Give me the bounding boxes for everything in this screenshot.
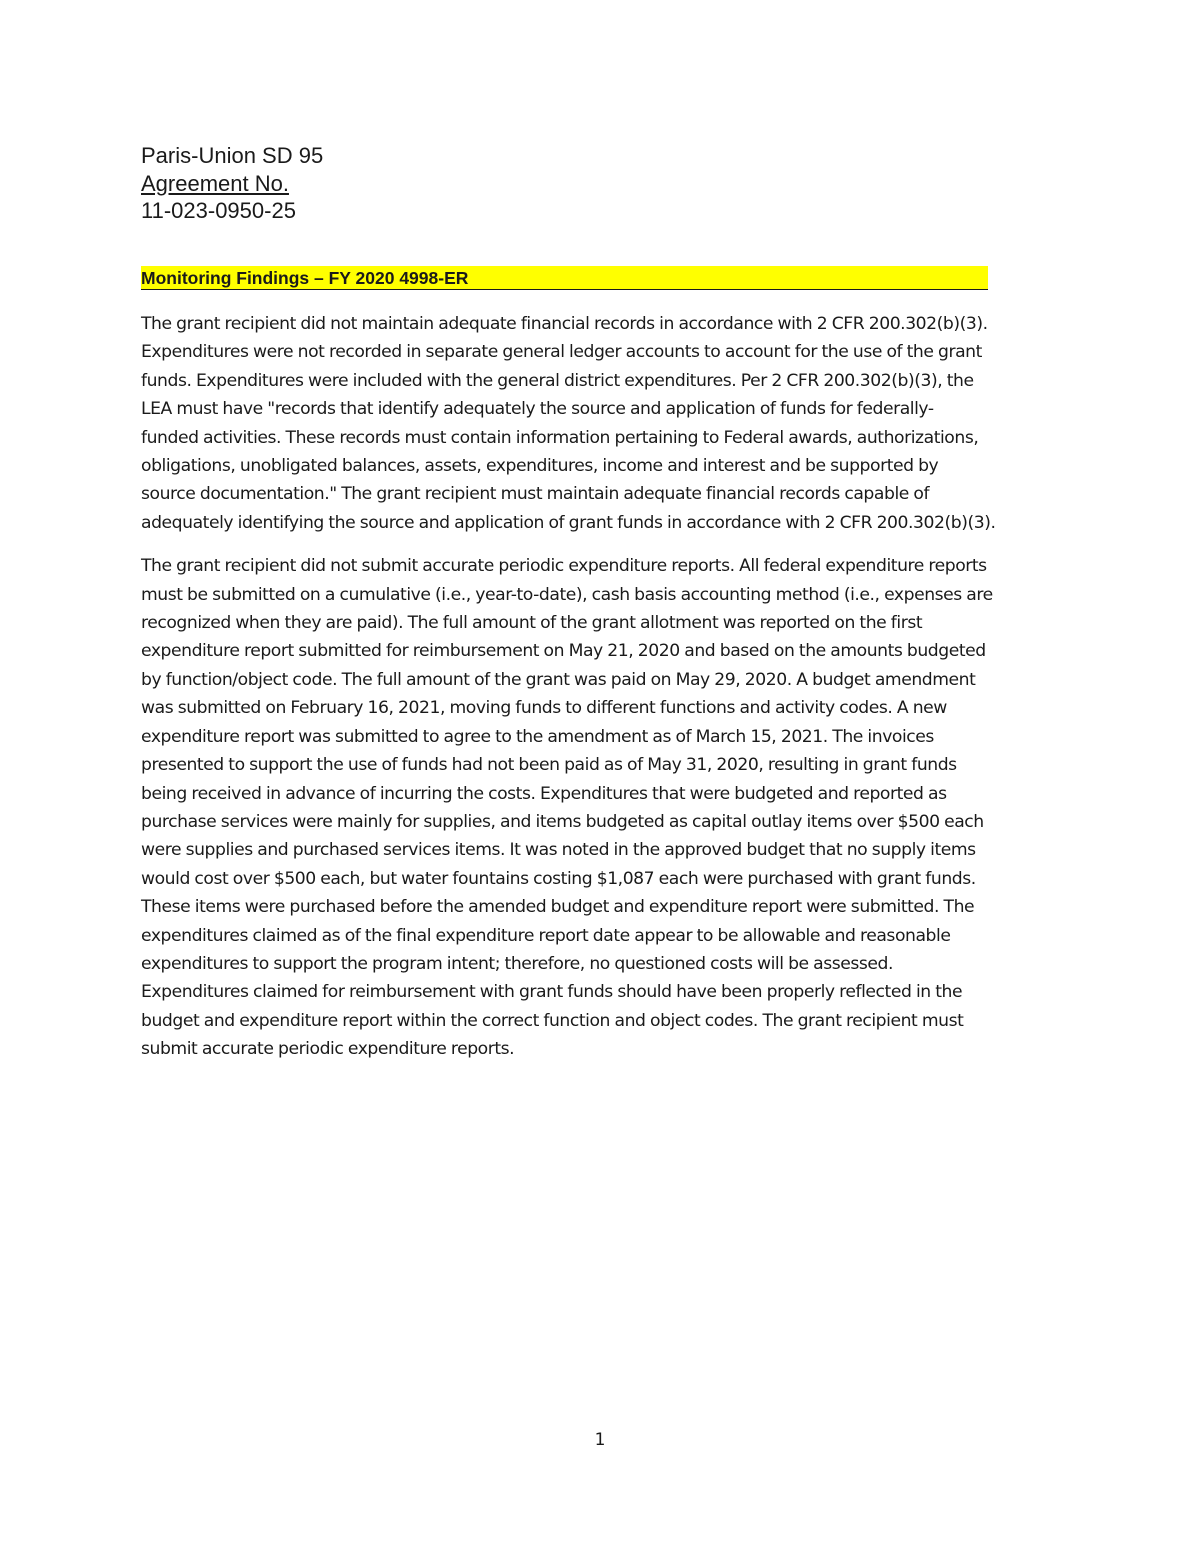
- findings-body: [141, 310, 1066, 1079]
- text-line: would cost over $500 each, but water fountains costing $1,087 each were purchased with grant funds.: [141, 868, 976, 889]
- text-line: expenditures to support the program intent; therefore, no questioned costs will be assessed.: [141, 953, 894, 974]
- text-line: The grant recipient did not submit accurate periodic expenditure reports. All federal expenditure reports: [141, 556, 987, 577]
- finding-paragraph-1: [141, 310, 1066, 537]
- text-line: obligations, unobligated balances, assets, expenditures, income and interest and be supported by: [141, 456, 939, 477]
- text-line: by function/object code. The full amount of the grant was paid on May 29, 2020. A budget amendment: [141, 669, 976, 690]
- finding-paragraph-2: [141, 552, 1066, 1063]
- text-line: submit accurate periodic expenditure reports.: [141, 1039, 515, 1060]
- document-header: [141, 142, 323, 225]
- text-line: The grant recipient did not maintain adequate financial records in accordance with 2 CFR 200.302(b)(3).: [141, 314, 988, 334]
- text-line: must be submitted on a cumulative (i.e., year-to-date), cash basis accounting method (i.e., expenses are: [141, 584, 993, 605]
- text-line: Expenditures claimed for reimbursement with grant funds should have been properly reflected in the: [141, 982, 963, 1003]
- text-line: expenditure report submitted for reimbursement on May 21, 2020 and based on the amounts budgeted: [141, 641, 986, 662]
- agreement-label: Agreement No.: [141, 170, 289, 196]
- section-heading: Monitoring Findings – FY 2020 4998-ER: [141, 266, 988, 290]
- text-line: being received in advance of incurring the costs. Expenditures that were budgeted and reported as: [141, 783, 947, 804]
- text-line: expenditures claimed as of the final expenditure report date appear to be allowable and reasonable: [141, 925, 951, 946]
- text-line: source documentation." The grant recipient must maintain adequate financial records capable of: [141, 484, 930, 505]
- page-number: 1: [594, 1430, 606, 1450]
- text-line: purchase services were mainly for supplies, and items budgeted as capital outlay items over $500 each: [141, 811, 984, 832]
- text-line: was submitted on February 16, 2021, moving funds to different functions and activity codes. A new: [141, 698, 947, 719]
- text-line: These items were purchased before the amended budget and expenditure report were submitted. The: [141, 897, 975, 918]
- text-line: budget and expenditure report within the correct function and object codes. The grant recipient must: [141, 1010, 964, 1031]
- text-line: adequately identifying the source and application of grant funds in accordance with 2 CFR 200.302(b)(3).: [141, 512, 996, 533]
- text-line: expenditure report was submitted to agree to the amendment as of March 15, 2021. The invoices: [141, 726, 934, 747]
- text-line: funded activities. These records must contain information pertaining to Federal awards, authorizations,: [141, 427, 979, 448]
- text-line: presented to support the use of funds had not been paid as of May 31, 2020, resulting in grant funds: [141, 755, 957, 776]
- text-line: recognized when they are paid). The full amount of the grant allotment was reported on the first: [141, 613, 923, 634]
- district-name: Paris-Union SD 95: [141, 143, 324, 168]
- text-line: were supplies and purchased services items. It was noted in the approved budget that no supply items: [141, 840, 976, 861]
- text-line: LEA must have "records that identify adequately the source and application of funds for federally-: [141, 399, 934, 420]
- text-line: Expenditures were not recorded in separate general ledger accounts to account for the use of the grant: [141, 342, 982, 363]
- agreement-number: 11-023-0950-25: [141, 198, 296, 223]
- text-line: funds. Expenditures were included with the general district expenditures. Per 2 CFR 200.302(b)(3), the: [141, 370, 974, 391]
